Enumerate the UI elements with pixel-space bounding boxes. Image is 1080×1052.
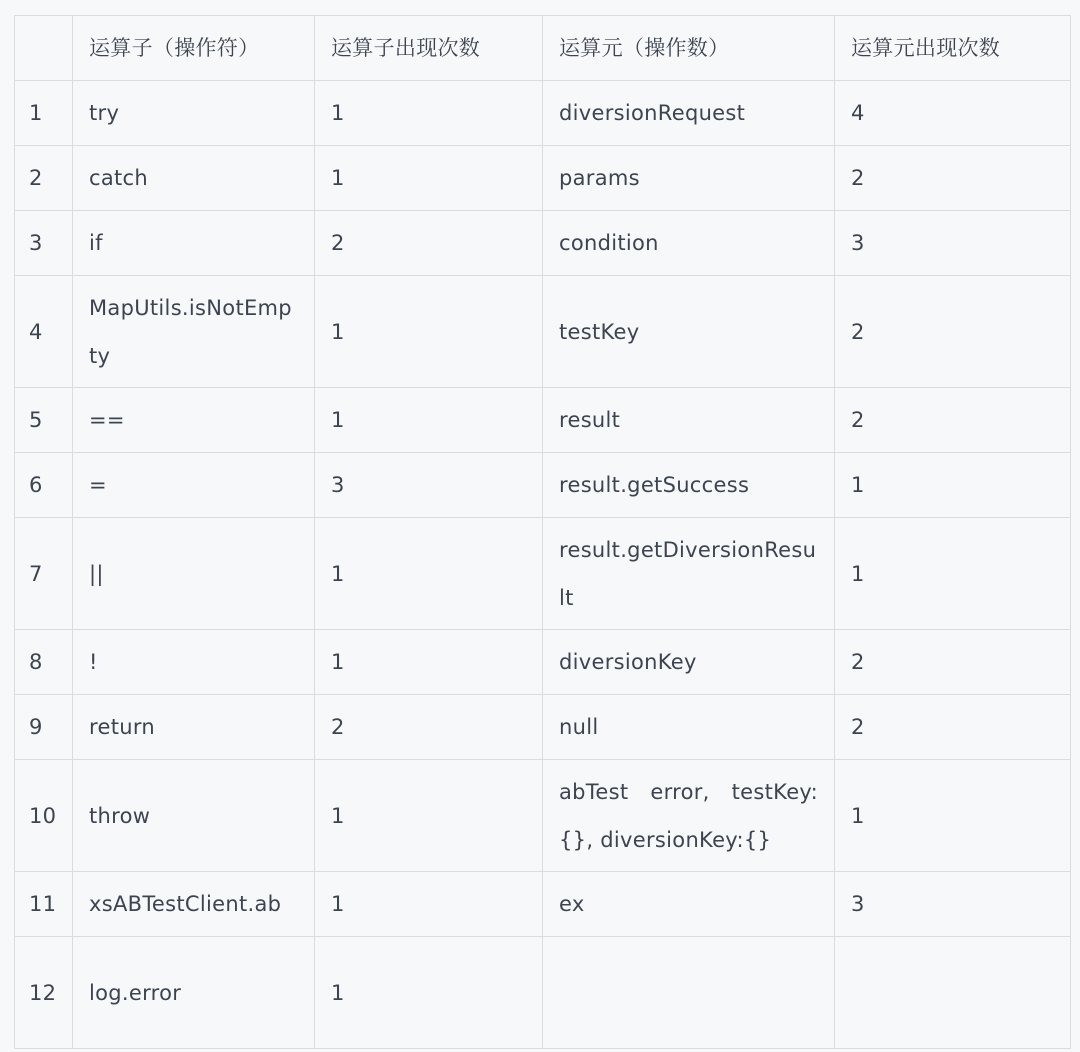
table-row (15, 872, 1071, 937)
operator-count-cell: 1 (315, 518, 543, 630)
operator-operand-table (14, 15, 1071, 1049)
operand-cell: result.getSuccess (543, 453, 835, 518)
table-row (15, 630, 1071, 695)
operand-cell (543, 937, 835, 1049)
row-number: 6 (15, 453, 73, 518)
operand-cell: ex (543, 872, 835, 937)
operator-cell: throw (73, 760, 315, 872)
table-row (15, 695, 1071, 760)
row-number: 4 (15, 276, 73, 388)
operand-count-cell: 3 (835, 872, 1071, 937)
operator-count-cell: 3 (315, 453, 543, 518)
operand-count-cell: 2 (835, 388, 1071, 453)
operator-count-cell: 2 (315, 695, 543, 760)
operand-cell: diversionKey (543, 630, 835, 695)
operator-count-cell: 1 (315, 388, 543, 453)
operator-count-cell: 1 (315, 937, 543, 1049)
operand-cell: testKey (543, 276, 835, 388)
operand-cell: abTest error, testKey:{}, diversionKey:{} (543, 760, 835, 872)
operand-cell: null (543, 695, 835, 760)
row-number: 10 (15, 760, 73, 872)
row-number: 2 (15, 146, 73, 211)
header-index (15, 16, 73, 81)
operand-count-cell: 2 (835, 276, 1071, 388)
operand-cell: params (543, 146, 835, 211)
operator-count-cell: 1 (315, 146, 543, 211)
table-row (15, 276, 1071, 388)
operator-cell: == (73, 388, 315, 453)
operand-count-cell: 1 (835, 453, 1071, 518)
operator-cell: ! (73, 630, 315, 695)
header-operand-count: 运算元出现次数 (835, 16, 1071, 81)
operator-count-cell: 2 (315, 211, 543, 276)
operator-cell: xsABTestClient.ab (73, 872, 315, 937)
row-number: 1 (15, 81, 73, 146)
operator-count-cell: 1 (315, 760, 543, 872)
table-row (15, 388, 1071, 453)
table-row (15, 453, 1071, 518)
table-row (15, 760, 1071, 872)
operator-count-cell: 1 (315, 81, 543, 146)
table-row (15, 81, 1071, 146)
operator-count-cell: 1 (315, 276, 543, 388)
operator-cell: = (73, 453, 315, 518)
operand-cell: condition (543, 211, 835, 276)
row-number: 9 (15, 695, 73, 760)
operand-count-cell: 4 (835, 81, 1071, 146)
operator-count-cell: 1 (315, 872, 543, 937)
operand-count-cell: 2 (835, 695, 1071, 760)
operand-count-cell: 2 (835, 630, 1071, 695)
header-operator-count: 运算子出现次数 (315, 16, 543, 81)
operand-cell: diversionRequest (543, 81, 835, 146)
operand-count-cell: 2 (835, 146, 1071, 211)
table-row (15, 518, 1071, 630)
row-number: 8 (15, 630, 73, 695)
row-number: 5 (15, 388, 73, 453)
table-row (15, 146, 1071, 211)
operator-cell: log.error (73, 937, 315, 1049)
operand-count-cell: 1 (835, 518, 1071, 630)
row-number: 11 (15, 872, 73, 937)
operator-cell: catch (73, 146, 315, 211)
operator-cell: return (73, 695, 315, 760)
operand-cell: result (543, 388, 835, 453)
row-number: 7 (15, 518, 73, 630)
header-operator: 运算子（操作符） (73, 16, 315, 81)
operator-cell: if (73, 211, 315, 276)
operator-cell: MapUtils.isNotEmpty (73, 276, 315, 388)
operand-count-cell: 3 (835, 211, 1071, 276)
row-number: 12 (15, 937, 73, 1049)
table-row (15, 211, 1071, 276)
table-header-row (15, 16, 1071, 81)
table-row (15, 937, 1071, 1049)
header-operand: 运算元（操作数） (543, 16, 835, 81)
operand-count-cell: 1 (835, 760, 1071, 872)
operator-cell: try (73, 81, 315, 146)
operator-cell: || (73, 518, 315, 630)
operand-cell: result.getDiversionResult (543, 518, 835, 630)
operator-count-cell: 1 (315, 630, 543, 695)
row-number: 3 (15, 211, 73, 276)
operand-count-cell (835, 937, 1071, 1049)
